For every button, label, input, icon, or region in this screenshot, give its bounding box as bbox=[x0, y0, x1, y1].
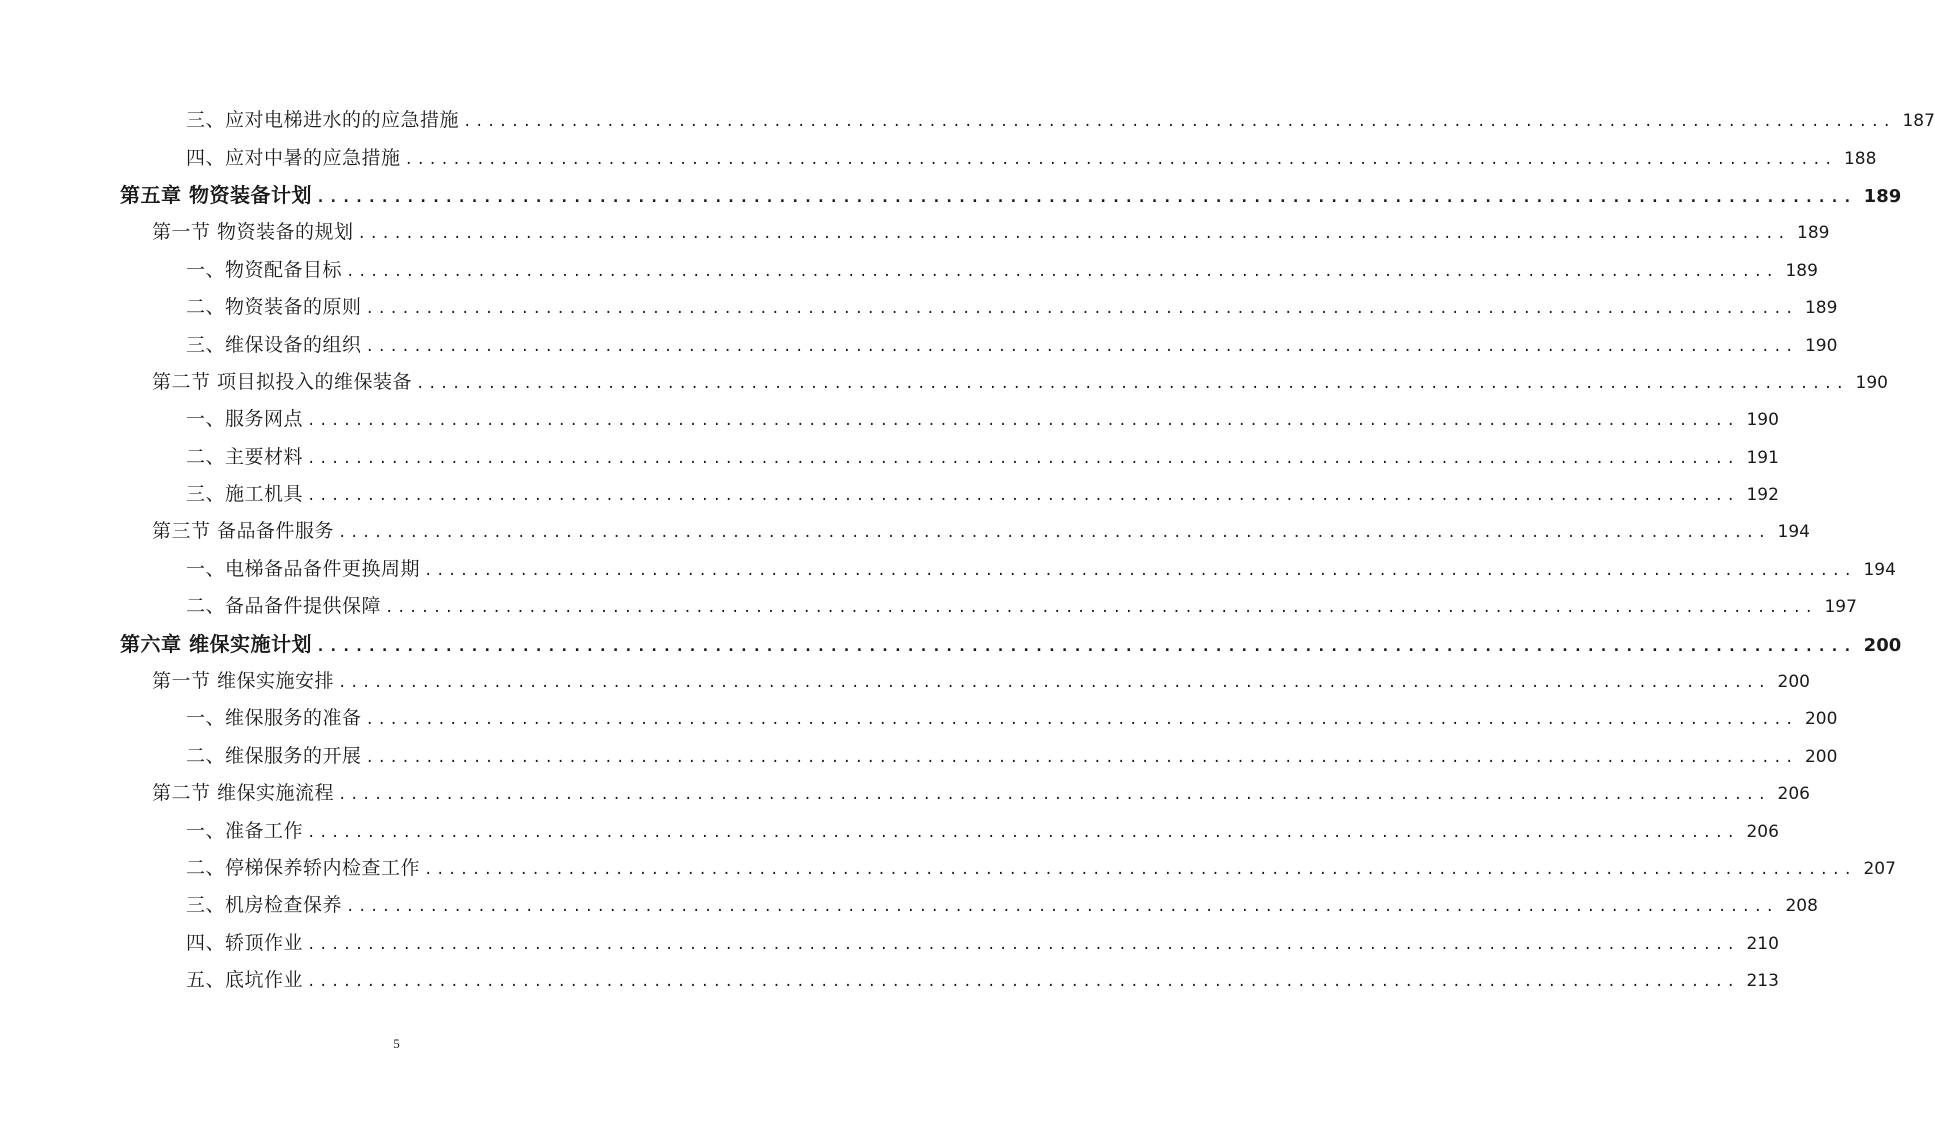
toc-entry-label: 二、主要材料 bbox=[186, 445, 304, 468]
toc-entry-label: 第二节 维保实施流程 bbox=[152, 782, 335, 805]
toc-entry-chapter[interactable] bbox=[0, 175, 1902, 212]
toc-entry-section[interactable] bbox=[0, 362, 1888, 399]
toc-entry-item[interactable] bbox=[0, 736, 1838, 773]
toc-entry-page: 207 bbox=[1863, 859, 1896, 879]
toc-entry-label: 五、底坑作业 bbox=[186, 969, 304, 992]
toc-entry-label: 第三节 备品备件服务 bbox=[152, 520, 335, 543]
toc-entry-label: 三、应对电梯进水的的应急措施 bbox=[186, 109, 460, 132]
toc-entry-page: 190 bbox=[1804, 335, 1838, 356]
toc-entry-page: 208 bbox=[1785, 896, 1818, 917]
dot-leader: ........................................................................................................................ bbox=[338, 675, 1770, 692]
toc-entry-page: 188 bbox=[1843, 148, 1877, 169]
toc-entry-label: 第五章 物资装备计划 bbox=[120, 182, 312, 207]
toc-entry-item[interactable] bbox=[0, 287, 1838, 324]
toc-entry-page: 189 bbox=[1785, 260, 1818, 281]
toc-entry-item[interactable] bbox=[0, 549, 1896, 586]
dot-leader: ........................................................................................................................ bbox=[346, 899, 1778, 916]
dot-leader: ........................................................................................................................ bbox=[315, 636, 1856, 655]
toc-entry-page: 190 bbox=[1746, 410, 1779, 431]
toc-entry-label: 一、电梯备品备件更换周期 bbox=[186, 557, 421, 580]
toc-entry-item[interactable] bbox=[0, 586, 1857, 623]
dot-leader: ........................................................................................................................ bbox=[424, 562, 1856, 579]
toc-entry-item[interactable] bbox=[0, 848, 1896, 885]
toc-entry-item[interactable] bbox=[0, 437, 1779, 474]
toc-entry-label: 第二节 项目拟投入的维保装备 bbox=[152, 370, 413, 393]
toc-entry-item[interactable] bbox=[0, 698, 1838, 735]
toc-entry-item[interactable] bbox=[0, 923, 1779, 960]
toc-entry-label: 四、应对中暑的应急措施 bbox=[186, 146, 401, 169]
toc-entry-item[interactable] bbox=[0, 137, 1877, 174]
toc-entry-page: 197 bbox=[1824, 597, 1857, 618]
toc-entry-label: 二、停梯保养轿内检查工作 bbox=[186, 857, 421, 879]
toc-entry-page: 187 bbox=[1902, 111, 1935, 132]
toc-entry-page: 206 bbox=[1777, 784, 1810, 805]
toc-entry-page: 210 bbox=[1746, 933, 1779, 954]
dot-leader: ........................................................................................................................ bbox=[307, 488, 1739, 505]
toc-entry-section[interactable] bbox=[0, 773, 1810, 810]
dot-leader: ........................................................................................................................ bbox=[338, 525, 1770, 542]
toc-entry-page: 189 bbox=[1797, 223, 1830, 244]
dot-leader: ........................................................................................................................ bbox=[307, 936, 1739, 953]
dot-leader: ........................................................................................................................ bbox=[346, 263, 1778, 280]
toc-entry-page: 206 bbox=[1746, 821, 1779, 842]
toc-entry-item[interactable] bbox=[0, 960, 1779, 997]
toc-entry-label: 二、维保服务的开展 bbox=[186, 744, 362, 767]
toc-entry-section[interactable] bbox=[0, 511, 1810, 548]
toc-entry-item[interactable] bbox=[0, 324, 1838, 361]
toc-entry-label: 一、物资配备目标 bbox=[186, 258, 343, 281]
toc-entry-page: 200 bbox=[1804, 709, 1838, 730]
toc-entry-page: 200 bbox=[1777, 672, 1810, 693]
toc-entry-item[interactable] bbox=[0, 810, 1779, 847]
toc-entry-label: 三、施工机具 bbox=[186, 483, 304, 506]
dot-leader: ........................................................................................................................ bbox=[365, 301, 1797, 318]
toc-entry-page: 191 bbox=[1746, 447, 1779, 468]
dot-leader: ........................................................................................................................ bbox=[424, 862, 1856, 878]
toc-entry-page: 189 bbox=[1804, 298, 1838, 319]
dot-leader: ........................................................................................................................ bbox=[404, 151, 1836, 168]
toc-entry-label: 二、物资装备的原则 bbox=[186, 296, 362, 319]
toc-entry-label: 四、轿顶作业 bbox=[186, 931, 304, 954]
dot-leader: ........................................................................................................................ bbox=[307, 450, 1739, 467]
dot-leader: ........................................................................................................................ bbox=[307, 824, 1739, 841]
toc-entry-chapter[interactable] bbox=[0, 623, 1902, 660]
toc-entry-item[interactable] bbox=[0, 250, 1818, 287]
toc-entry-item[interactable] bbox=[0, 399, 1779, 436]
dot-leader: ........................................................................................................................ bbox=[357, 226, 1789, 243]
toc-entry-label: 一、服务网点 bbox=[186, 408, 304, 431]
toc-entry-page: 194 bbox=[1777, 522, 1810, 543]
toc-entry-page: 213 bbox=[1746, 971, 1779, 992]
toc-entry-section[interactable] bbox=[0, 661, 1810, 698]
toc-entry-page: 200 bbox=[1804, 746, 1838, 767]
toc-entry-page: 189 bbox=[1863, 185, 1902, 207]
toc-entry-label: 三、维保设备的组织 bbox=[186, 333, 362, 356]
dot-leader: ........................................................................................................................ bbox=[315, 187, 1856, 206]
toc-entry-section[interactable] bbox=[0, 212, 1830, 249]
dot-leader: ........................................................................................................................ bbox=[385, 600, 1817, 617]
toc-entry-page: 190 bbox=[1855, 372, 1888, 393]
dot-leader: ........................................................................................................................ bbox=[416, 375, 1848, 392]
page-number: 5 bbox=[393, 1036, 400, 1051]
toc-entry-item[interactable] bbox=[0, 885, 1818, 922]
toc-entry-page: 200 bbox=[1863, 634, 1902, 656]
toc-entry-item[interactable] bbox=[0, 474, 1779, 511]
toc-entry-item[interactable] bbox=[0, 100, 1935, 137]
toc-entry-label: 三、机房检查保养 bbox=[186, 894, 343, 917]
toc-entry-label: 一、准备工作 bbox=[186, 819, 304, 842]
toc-entry-label: 第一节 物资装备的规划 bbox=[152, 221, 354, 244]
dot-leader: ........................................................................................................................ bbox=[307, 974, 1739, 991]
dot-leader: ........................................................................................................................ bbox=[365, 338, 1797, 355]
toc-entry-page: 194 bbox=[1863, 559, 1896, 580]
dot-leader: ........................................................................................................................ bbox=[307, 413, 1739, 430]
table-of-contents bbox=[0, 100, 1935, 997]
dot-leader: ........................................................................................................................ bbox=[365, 712, 1797, 729]
toc-entry-label: 第六章 维保实施计划 bbox=[120, 631, 312, 656]
toc-entry-label: 一、维保服务的准备 bbox=[186, 707, 362, 730]
toc-entry-label: 二、备品备件提供保障 bbox=[186, 595, 382, 618]
dot-leader: ........................................................................................................................ bbox=[365, 749, 1797, 766]
toc-entry-page: 192 bbox=[1746, 485, 1779, 506]
dot-leader: ........................................................................................................................ bbox=[463, 114, 1895, 131]
dot-leader: ........................................................................................................................ bbox=[338, 787, 1770, 804]
toc-entry-label: 第一节 维保实施安排 bbox=[152, 670, 335, 693]
